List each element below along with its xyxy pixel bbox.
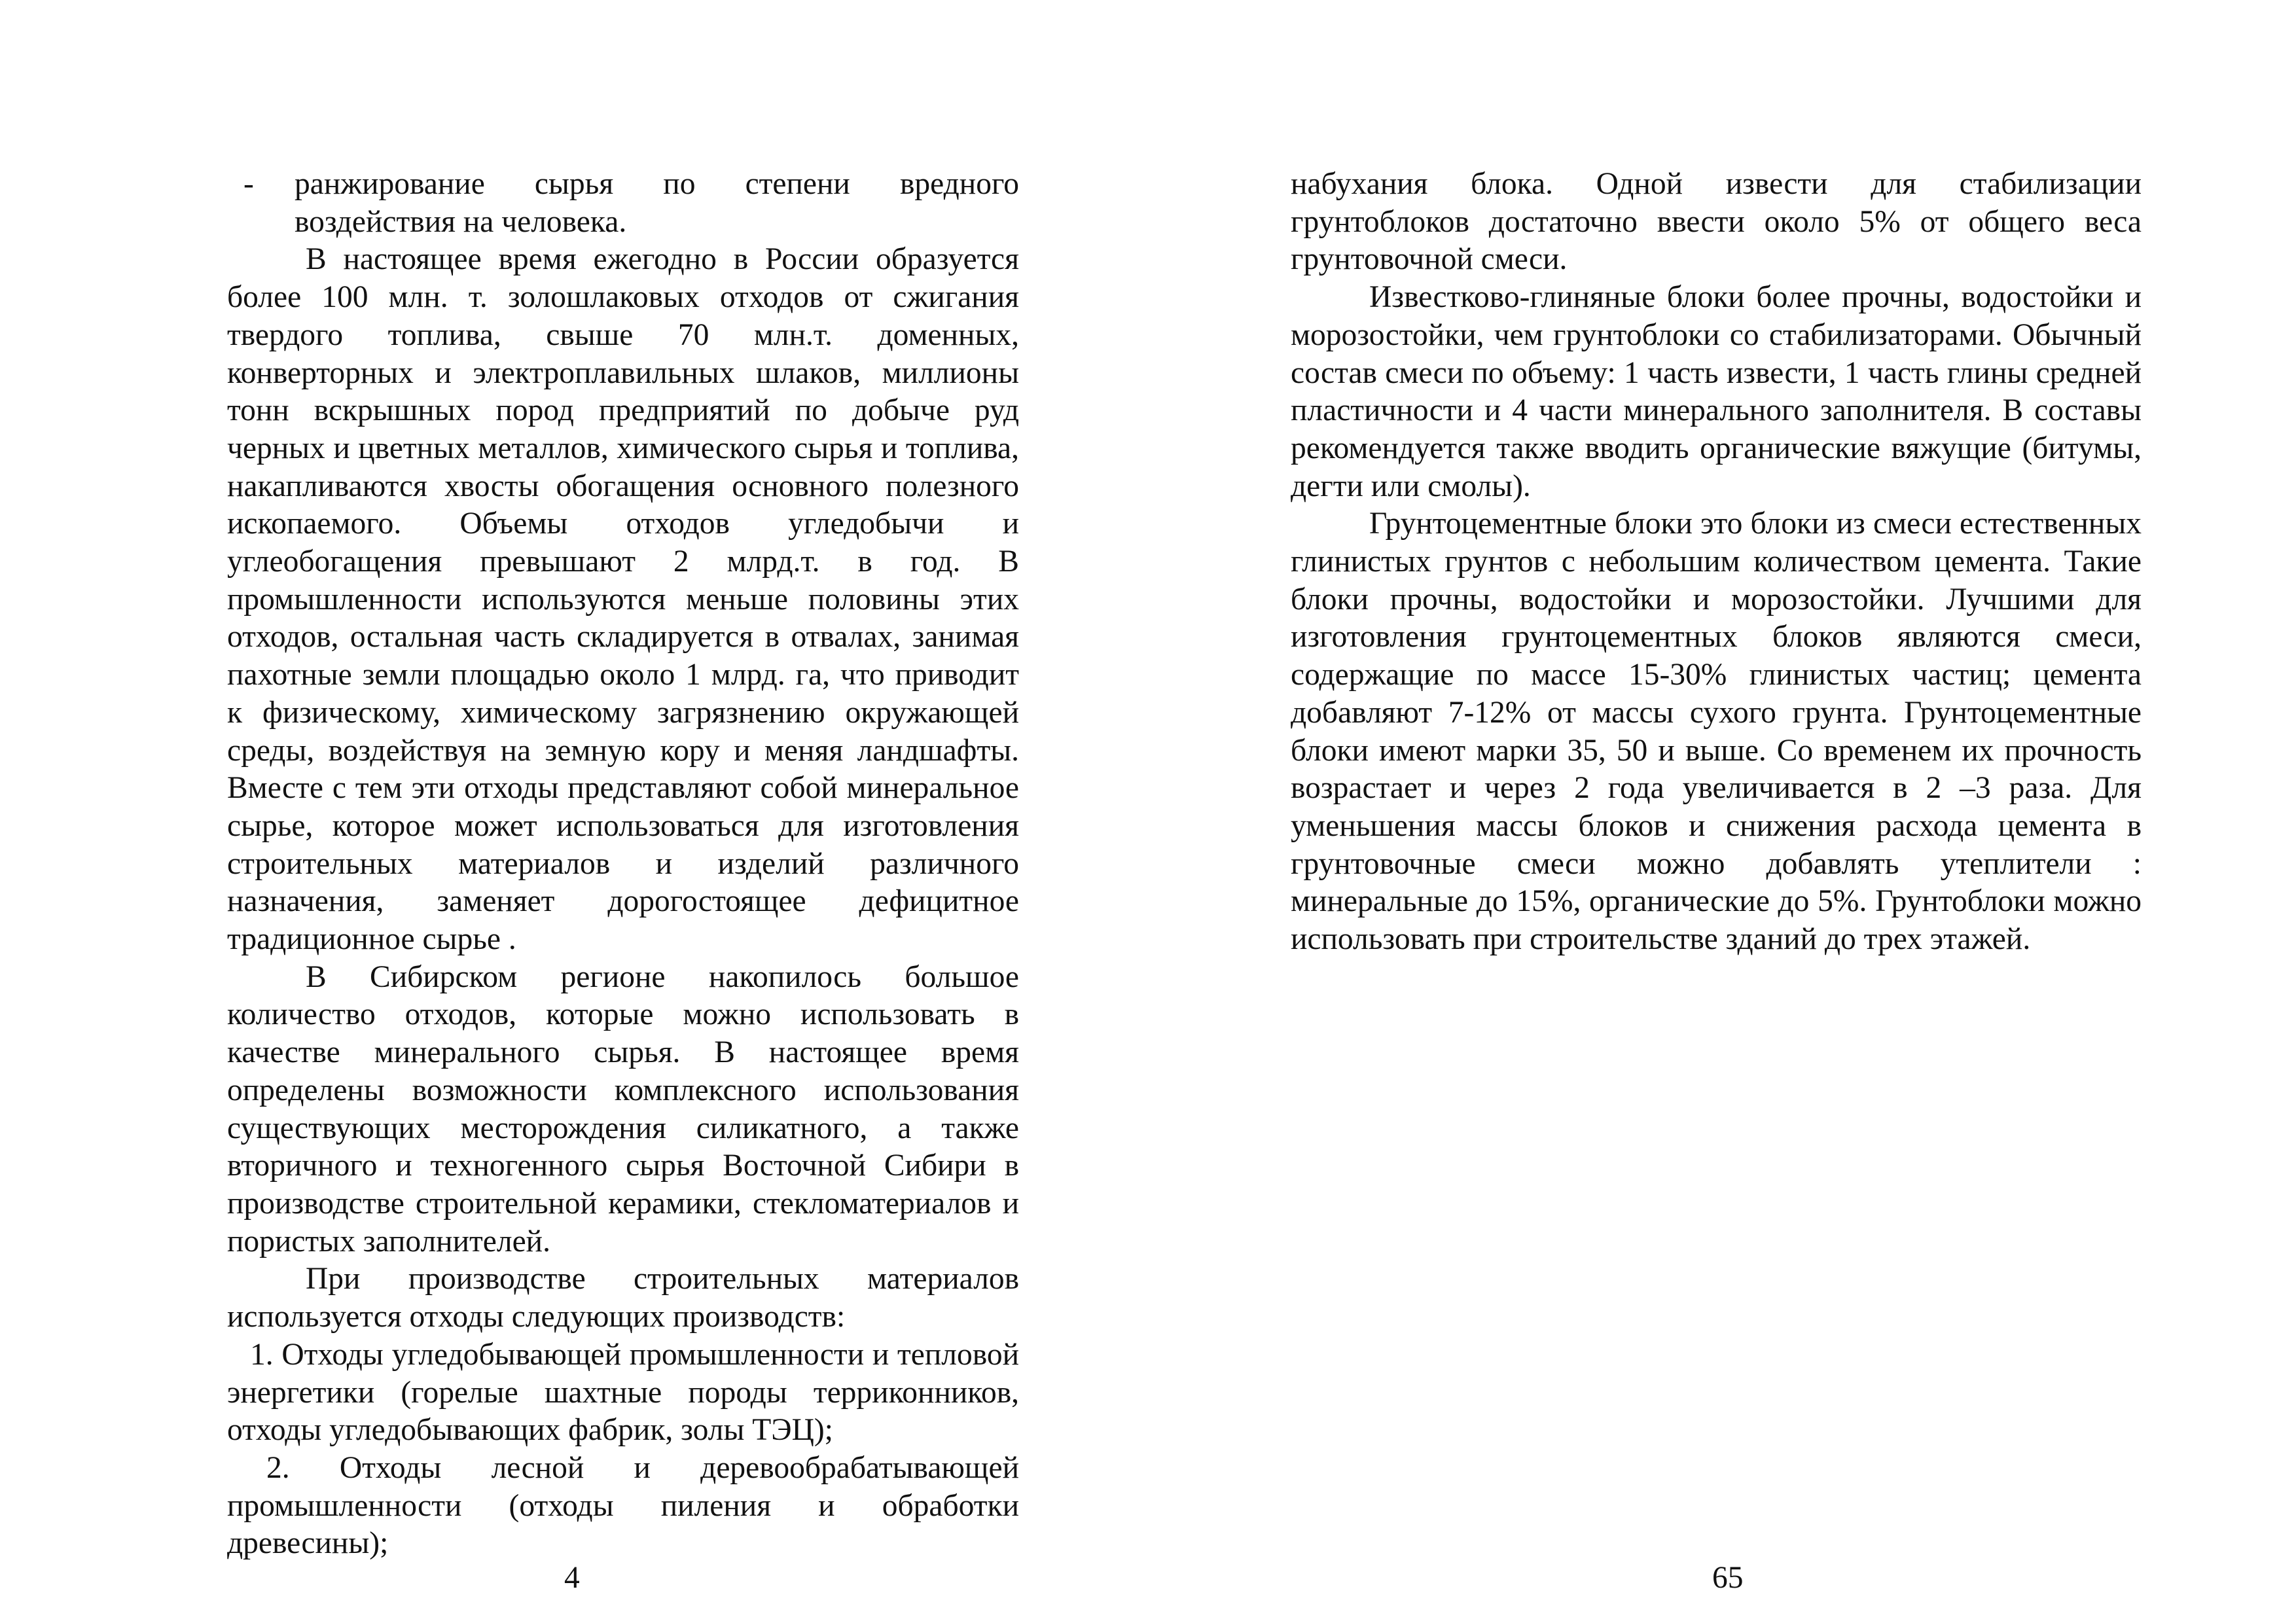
list-item-wood-waste: 2. Отходы лесной и деревообрабатывающей промышленности (отходы пиления и обработки древесины); — [227, 1450, 1019, 1561]
left-text-column — [227, 166, 1019, 1563]
paragraph-siberian-region: В Сибирском регионе накопилось большое количество отходов, которые можно использовать в качестве минерального сырья. В настоящее время определены возможности комплексного использования существующих месторождения силикатного, а также вторичного и техногенного сырья Восточной Сибири в производстве строительной керамики, стекломатериалов и пористых заполнителей. — [227, 959, 1019, 1258]
page-number-right: 65 — [1712, 1561, 1744, 1595]
paragraph-soil-cement-blocks: Грунтоцементные блоки это блоки из смеси естественных глинистых грунтов с небольшим количеством цемента. Такие блоки прочны, водостойки и морозостойки. Лучшими для изготовления грунтоцементных блоков являются смеси, содержащие по массе 15-30% глинистых частиц; цемента добавляют 7-12% от массы сухого грунта. Грунтоцементные блоки имеют марки 35, 50 и выше. Со временем их прочность возрастает и через 2 года увеличивается в 2 –3 раза. Для уменьшения массы блоков и снижения расхода цемента в грунтовочные смеси можно добавлять утеплители : минеральные до 15%, органические до 5%. Грунтоблоки можно использовать при строительстве зданий до трех этажей. — [1291, 507, 2142, 957]
list-item-coal-waste: 1. Отходы угледобывающей промышленности и тепловой энергетики (горелые шахтные породы терриконников, отходы угледобывающих фабрик, золы ТЭЦ); — [227, 1337, 1019, 1448]
right-page — [1148, 0, 2296, 1623]
paragraph-lime-stabilization: набухания блока. Одной извести для стабилизации грунтоблоков достаточно ввести около 5% от общего веса грунтовочной смеси. — [1291, 167, 2142, 277]
page-number-left: 4 — [564, 1561, 580, 1595]
paragraph-production-intro: При производстве строительных материалов используется отходы следующих производств: — [227, 1262, 1019, 1334]
bullet-text: ранжирование сырья по степени вредного воздействия на человека. — [295, 167, 1019, 239]
paragraph-waste-volumes: В настоящее время ежегодно в России образуется более 100 млн. т. золошлаковых отходов от сжигания твердого топлива, свыше 70 млн.т. доменных, конверторных и электроплавильных шлаков, миллионы тонн вскрышных пород предприятий по добыче руд черных и цветных металлов, химического сырья и топлива, накапливаются хвосты обогащения основного полезного ископаемого. Объемы отходов угледобычи и углеобогащения превышают 2 млрд.т. в год. В промышленности используются меньше половины этих отходов, остальная часть складируется в отвалах, занимая пахотные земли площадью около 1 млрд. га, что приводит к физическому, химическому загрязнению окружающей среды, воздействуя на земную кору и меняя ландшафты. Вместе с тем эти отходы представляют собой минеральное сырье, которое может использоваться для изготовления строительных материалов и изделий различного назначения, заменяет дорогостоящее дефицитное традиционное сырье . — [227, 242, 1019, 957]
bullet-item — [227, 166, 1019, 241]
bullet-dash: - — [243, 167, 254, 201]
paragraph-lime-clay-blocks: Известково-глиняные блоки более прочны, водостойки и морозостойки, чем грунтоблоки со стабилизаторами. Обычный состав смеси по объему: 1 часть извести, 1 часть глины средней пластичности и 4 части минерального заполнителя. В составы рекомендуется также вводить органические вяжущие (битумы, дегти или смолы). — [1291, 280, 2142, 503]
right-text-column — [1291, 166, 2142, 959]
